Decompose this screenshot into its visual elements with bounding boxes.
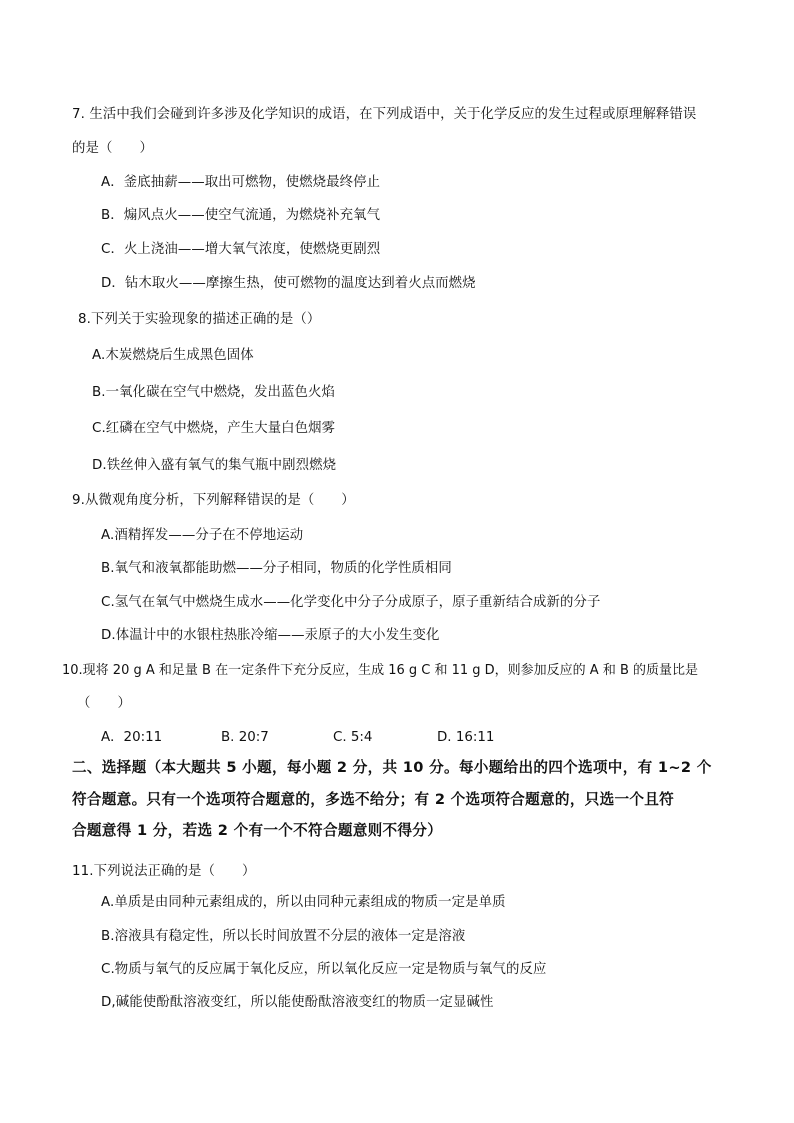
question-8-option-c: C.红磷在空气中燃烧，产生大量白色烟雾 (92, 421, 336, 436)
question-7-stem-line-2: 的是（ ） (72, 141, 153, 156)
section-2-heading-line-1: 二、选择题（本大题共 5 小题，每小题 2 分，共 10 分。每小题给出的四个选项中，有 1~2 个 (72, 759, 712, 776)
question-11-option-d: D,碱能使酚酞溶液变红，所以能使酚酞溶液变红的物质一定显碱性 (101, 995, 494, 1010)
question-7-option-b: B．煽风点火——使空气流通，为燃烧补充氧气 (101, 208, 381, 223)
question-9-option-a: A.酒精挥发——分子在不停地运动 (101, 528, 304, 543)
question-9-option-d: D.体温计中的水银柱热胀冷缩——汞原子的大小发生变化 (101, 628, 440, 643)
question-7-option-c: C．火上浇油——增大氧气浓度，使燃烧更剧烈 (101, 242, 381, 257)
question-8-option-b: B.一氧化碳在空气中燃烧，发出蓝色火焰 (92, 385, 335, 400)
question-8-option-d: D.铁丝伸入盛有氧气的集气瓶中剧烈燃烧 (92, 458, 337, 473)
section-2-heading-line-2: 符合题意。只有一个选项符合题意的，多选不给分；有 2 个选项符合题意的，只选一个且符 (72, 791, 675, 808)
question-11-stem: 11.下列说法正确的是（ ） (72, 864, 256, 879)
question-10-stem-line-2: （ ） (77, 696, 131, 711)
section-2-heading-line-3: 合题意得 1 分，若选 2 个有一个不符合题意则不得分） (72, 822, 443, 839)
question-10-option-d: D. 16:11 (437, 730, 495, 745)
question-7-stem-line-1: 7. 生活中我们会碰到许多涉及化学知识的成语，在下列成语中，关于化学反应的发生过程或原理解释错误 (72, 107, 697, 122)
question-8-stem: 8.下列关于实验现象的描述正确的是（） (78, 312, 321, 327)
question-10-option-c: C. 5:4 (333, 730, 373, 745)
question-11-option-c: C.物质与氧气的反应属于氧化反应，所以氧化反应一定是物质与氧气的反应 (101, 962, 547, 977)
question-10-option-b: B. 20:7 (221, 730, 269, 745)
question-9-stem: 9.从微观角度分析，下列解释错误的是（ ） (72, 493, 355, 508)
question-9-option-b: B.氧气和液氧都能助燃——分子相同，物质的化学性质相同 (101, 561, 452, 576)
question-8-option-a: A.木炭燃烧后生成黑色固体 (92, 348, 254, 363)
question-9-option-c: C.氢气在氧气中燃烧生成水——化学变化中分子分成原子，原子重新结合成新的分子 (101, 595, 601, 610)
question-7-option-a: A．釜底抽薪——取出可燃物，使燃烧最终停止 (101, 175, 381, 190)
question-10-stem-line-1: 10.现将 20 g A 和足量 B 在一定条件下充分反应，生成 16 g C 和 11 g D，则参加反应的 A 和 B 的质量比是 (62, 663, 699, 678)
question-11-option-b: B.溶液具有稳定性，所以长时间放置不分层的液体一定是溶液 (101, 929, 466, 944)
question-11-option-a: A.单质是由同种元素组成的，所以由同种元素组成的物质一定是单质 (101, 895, 506, 910)
question-7-option-d: D．钻木取火——摩擦生热，使可燃物的温度达到着火点而燃烧 (101, 276, 476, 291)
question-10-option-a: A．20:11 (101, 730, 163, 745)
